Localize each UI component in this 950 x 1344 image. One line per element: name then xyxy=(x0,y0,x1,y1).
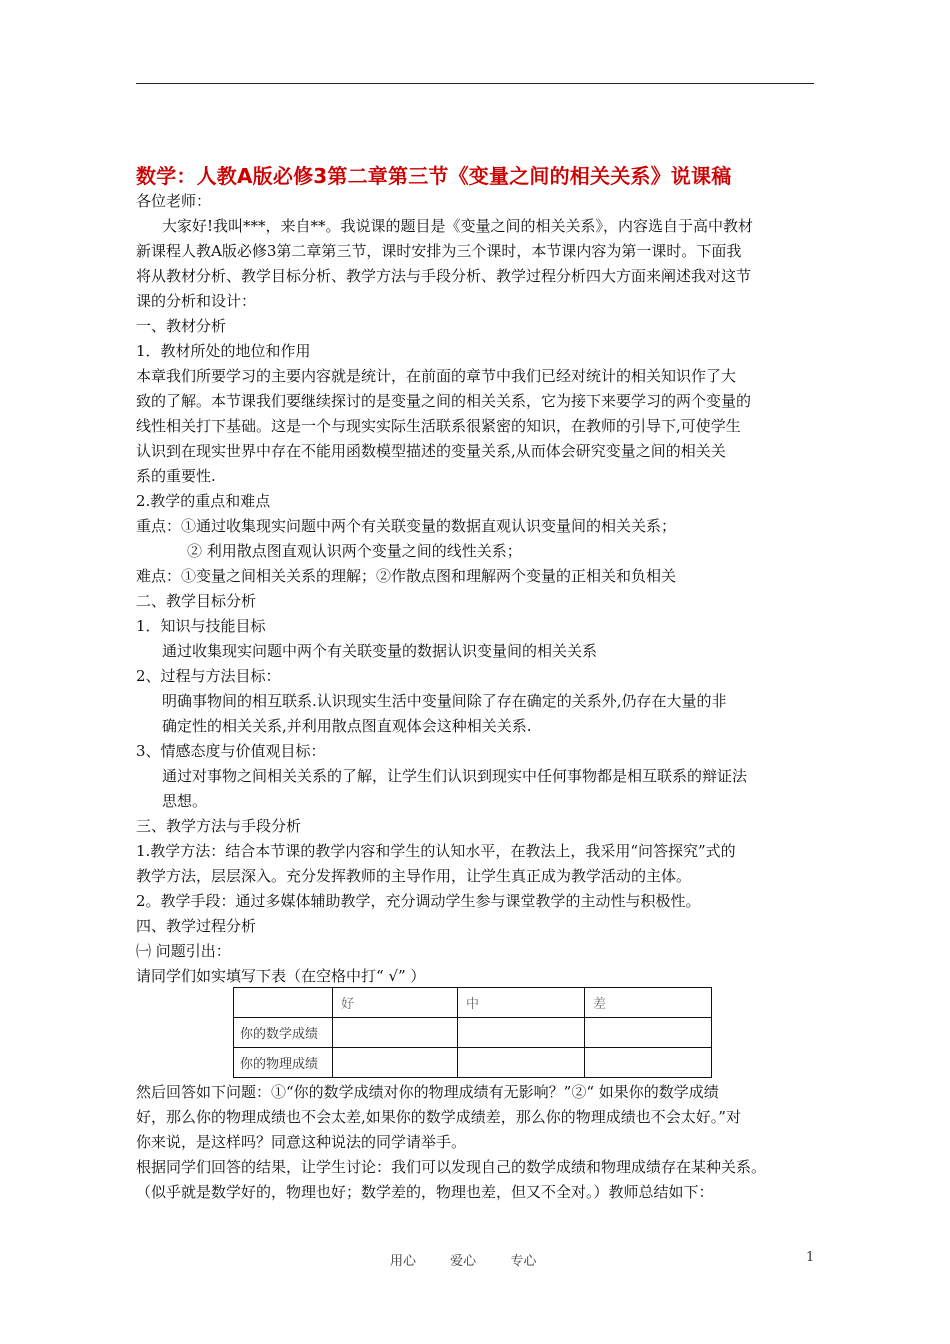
paragraph-line: 新课程人教A版必修3第二章第三节，课时安排为三个课时，本节课内容为第一课时。下面我 xyxy=(136,242,742,260)
table-row xyxy=(234,1048,712,1078)
table-cell xyxy=(333,1048,458,1078)
paragraph-line: 确定性的相关关系,并利用散点图直观体会这种相关关系. xyxy=(162,717,532,735)
paragraph-line: 通过收集现实问题中两个有关联变量的数据认识变量间的相关关系 xyxy=(162,642,598,660)
table-row-label: 你的物理成绩 xyxy=(234,1048,333,1078)
footer-item: 爱心 xyxy=(450,1254,477,1269)
subsection-heading: 1．教材所处的地位和作用 xyxy=(136,342,311,360)
table-cell xyxy=(458,1018,585,1048)
subsection-heading: 2.教学的重点和难点 xyxy=(136,492,271,510)
paragraph-line: 重点：①通过收集现实问题中两个有关联变量的数据直观认识变量间的相关关系； xyxy=(136,517,677,535)
page-footer xyxy=(390,1250,566,1269)
paragraph-line: 系的重要性. xyxy=(136,467,216,485)
section-heading: 二、教学目标分析 xyxy=(136,592,257,610)
table-cell xyxy=(585,1018,712,1048)
paragraph-line: 思想。 xyxy=(162,792,208,810)
paragraph-line: 1.教学方法：结合本节课的教学内容和学生的认知水平，在教法上，我采用“问答探究”式的 xyxy=(136,842,736,860)
table-header-cell: 好 xyxy=(333,988,458,1018)
header-rule xyxy=(136,83,814,84)
salutation: 各位老师： xyxy=(136,192,212,210)
paragraph-line: 明确事物间的相互联系.认识现实生活中变量间除了存在确定的关系外,仍存在大量的非 xyxy=(162,692,727,710)
table-cell xyxy=(333,1018,458,1048)
subsection-heading: 3、情感态度与价值观目标： xyxy=(136,742,326,760)
paragraph-line: 根据同学们回答的结果，让学生讨论：我们可以发现自己的数学成绩和物理成绩存在某种关系。 xyxy=(136,1158,767,1176)
table-header-cell xyxy=(234,988,333,1018)
paragraph-line: 将从教材分析、教学目标分析、教学方法与手段分析、教学过程分析四大方面来阐述我对这节 xyxy=(136,267,752,285)
paragraph-line: （似乎就是数学好的，物理也好；数学差的，物理也差，但又不全对。）教师总结如下： xyxy=(136,1183,714,1201)
table-header-cell: 差 xyxy=(585,988,712,1018)
paragraph-line: 2。教学手段：通过多媒体辅助教学，充分调动学生参与课堂教学的主动性与积极性。 xyxy=(136,892,701,910)
paragraph-line: 通过对事物之间相关关系的了解，让学生们认识到现实中任何事物都是相互联系的辩证法 xyxy=(162,767,748,785)
paragraph-line: 认识到在现实世界中存在不能用函数模型描述的变量关系,从而体会研究变量之间的相关关 xyxy=(136,442,726,460)
paragraph-line: 好，那么你的物理成绩也不会太差,如果你的数学成绩差，那么你的物理成绩也不会太好。”对 xyxy=(136,1108,741,1126)
footer-item: 专心 xyxy=(510,1254,537,1269)
paragraph-line: 线性相关打下基础。这是一个与现实实际生活联系很紧密的知识，在教师的引导下,可使学生 xyxy=(136,417,741,435)
subsection-heading: ㈠ 问题引出： xyxy=(136,942,231,960)
table-cell xyxy=(458,1048,585,1078)
subsection-heading: 1．知识与技能目标 xyxy=(136,617,266,635)
document-title: 数学：人教A版必修3第二章第三节《变量之间的相关关系》说课稿 xyxy=(136,164,732,188)
paragraph-line: 大家好!我叫***，来自**。我说课的题目是《变量之间的相关关系》，内容选自于高中教材 xyxy=(162,217,754,235)
paragraph-line: 难点：①变量之间相关关系的理解；②作散点图和理解两个变量的正相关和负相关 xyxy=(136,567,677,585)
table-cell xyxy=(585,1048,712,1078)
subsection-heading: 2、过程与方法目标： xyxy=(136,667,281,685)
section-heading: 一、教材分析 xyxy=(136,317,227,335)
paragraph-line: 教学方法，层层深入。充分发挥教师的主导作用，让学生真正成为教学活动的主体。 xyxy=(136,867,692,885)
survey-table xyxy=(233,987,712,1078)
footer-item: 用心 xyxy=(390,1254,417,1269)
paragraph-line: 你来说，是这样吗？同意这种说法的同学请举手。 xyxy=(136,1133,467,1151)
page-number: 1 xyxy=(806,1250,815,1265)
paragraph-line: 致的了解。本节课我们要继续探讨的是变量之间的相关关系，它为接下来要学习的两个变量的 xyxy=(136,392,752,410)
section-heading: 四、教学过程分析 xyxy=(136,917,257,935)
section-heading: 三、教学方法与手段分析 xyxy=(136,817,302,835)
paragraph-line: 课的分析和设计： xyxy=(136,292,257,310)
table-header-cell: 中 xyxy=(458,988,585,1018)
paragraph-line: 然后回答如下问题：①“你的数学成绩对你的物理成绩有无影响？”②“ 如果你的数学成绩 xyxy=(136,1083,719,1101)
paragraph-line: ② 利用散点图直观认识两个变量之间的线性关系； xyxy=(187,542,522,560)
table-header-row xyxy=(234,988,712,1018)
paragraph-line: 请同学们如实填写下表（在空格中打“ √” ） xyxy=(136,967,426,985)
table-row xyxy=(234,1018,712,1048)
paragraph-line: 本章我们所要学习的主要内容就是统计，在前面的章节中我们已经对统计的相关知识作了大 xyxy=(136,367,737,385)
table-row-label: 你的数学成绩 xyxy=(234,1018,333,1048)
